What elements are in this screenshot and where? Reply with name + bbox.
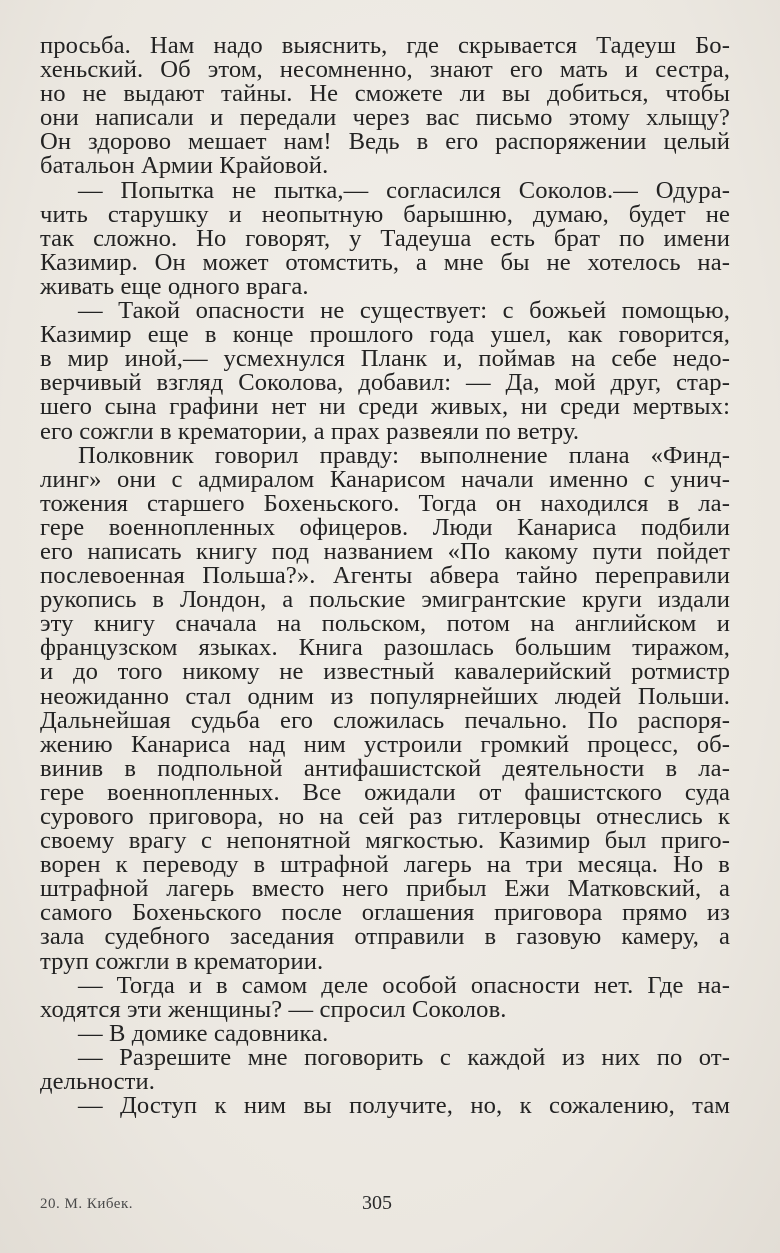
page-number: 305 <box>362 1192 392 1214</box>
text-line: гере военнопленных офицеров. Люди Канариса подбили <box>40 513 730 541</box>
text-line: Казимир. Он может отомстить, а мне бы не хотелось на- <box>40 248 730 276</box>
text-line: живать еще одного врага. <box>40 272 309 300</box>
text-line: — В домике садовника. <box>78 1019 329 1047</box>
text-line: жению Канариса над ним устроили громкий процесс, об- <box>40 730 730 758</box>
text-line: винив в подпольной антифашистской деятельности в ла- <box>40 754 730 782</box>
text-line: в мир иной,— усмехнулся Планк и, поймав на себе недо- <box>40 345 730 373</box>
text-line: самого Бохеньского после оглашения приговора прямо из <box>40 899 730 927</box>
printer-signature: 20. М. Кибек. <box>40 1196 133 1212</box>
text-line: тожения старшего Бохеньского. Тогда он находился в ла- <box>40 489 730 517</box>
text-line: и до того никому не известный кавалерийский ротмистр <box>40 658 730 686</box>
text-line: — Тогда и в самом деле особой опасности нет. Где на- <box>78 971 730 999</box>
text-line: эту книгу сначала на польском, потом на английском и <box>40 610 730 638</box>
body-text <box>40 34 730 1118</box>
text-line: его написать книгу под названием «По какому пути пойдет <box>40 537 730 565</box>
text-line: хеньский. Об этом, несомненно, знают его мать и сестра, <box>40 56 730 84</box>
text-line: ходятся эти женщины? — спросил Соколов. <box>40 995 507 1023</box>
text-line: неожиданно стал одним из популярнейших людей Польши. <box>40 682 730 710</box>
text-line: Он здорово мешает нам! Ведь в его распоряжении целый <box>40 128 730 156</box>
text-line: — Попытка не пытка,— согласился Соколов.— Одура- <box>78 176 730 204</box>
text-line: Казимир еще в конце прошлого года ушел, как говорится, <box>40 321 730 349</box>
text-line: рукопись в Лондон, а польские эмигрантские круги издали <box>40 586 730 614</box>
text-line: — Такой опасности не существует: с божьей помощью, <box>78 297 730 325</box>
text-line: послевоенная Польша?». Агенты абвера тайно переправили <box>40 562 730 590</box>
text-line: — Доступ к ним вы получите, но, к сожалению, там <box>78 1092 730 1120</box>
text-line: ворен к переводу в штрафной лагерь на три месяца. Но в <box>40 851 730 879</box>
text-line: штрафной лагерь вместо него прибыл Ежи Матковский, а <box>40 875 730 903</box>
text-line: шего сына графини нет ни среди живых, ни среди мертвых: <box>40 393 730 421</box>
text-line: гере военнопленных. Все ожидали от фашистского суда <box>40 778 730 806</box>
text-line: своему врагу с непонятной мягкостью. Казимир был приго- <box>40 827 730 855</box>
text-line: но не выдают тайны. Не сможете ли вы добиться, чтобы <box>40 80 730 108</box>
text-line: Дальнейшая судьба его сложилась печально. По распоря- <box>40 706 730 734</box>
text-line: чить старушку и неопытную барышню, думаю, будет не <box>40 200 730 228</box>
text-line: зала судебного заседания отправили в газовую камеру, а <box>40 923 730 951</box>
text-line: его сожгли в крематории, а прах развеяли по ветру. <box>40 417 580 445</box>
text-line: Полковник говорил правду: выполнение плана «Финд- <box>78 441 730 469</box>
text-line: французском языках. Книга разошлась большим тиражом, <box>40 634 730 662</box>
text-line: они написали и передали через вас письмо этому хлыщу? <box>40 104 730 132</box>
text-line: сурового приговора, но на сей раз гитлеровцы отнеслись к <box>40 803 730 830</box>
text-line: батальон Армии Крайовой. <box>40 152 329 180</box>
text-line: труп сожгли в крематории. <box>40 947 324 975</box>
text-line: — Разрешите мне поговорить с каждой из них по от- <box>78 1043 730 1071</box>
text-line: так сложно. Но говорят, у Тадеуша есть брат по имени <box>40 224 730 252</box>
text-line: линг» они с адмиралом Канарисом начали именно с унич- <box>40 465 730 493</box>
text-line: дельности. <box>40 1068 155 1096</box>
text-line: верчивый взгляд Соколова, добавил: — Да, мой друг, стар- <box>40 369 730 397</box>
text-line: просьба. Нам надо выяснить, где скрывается Тадеуш Бо- <box>40 32 730 59</box>
